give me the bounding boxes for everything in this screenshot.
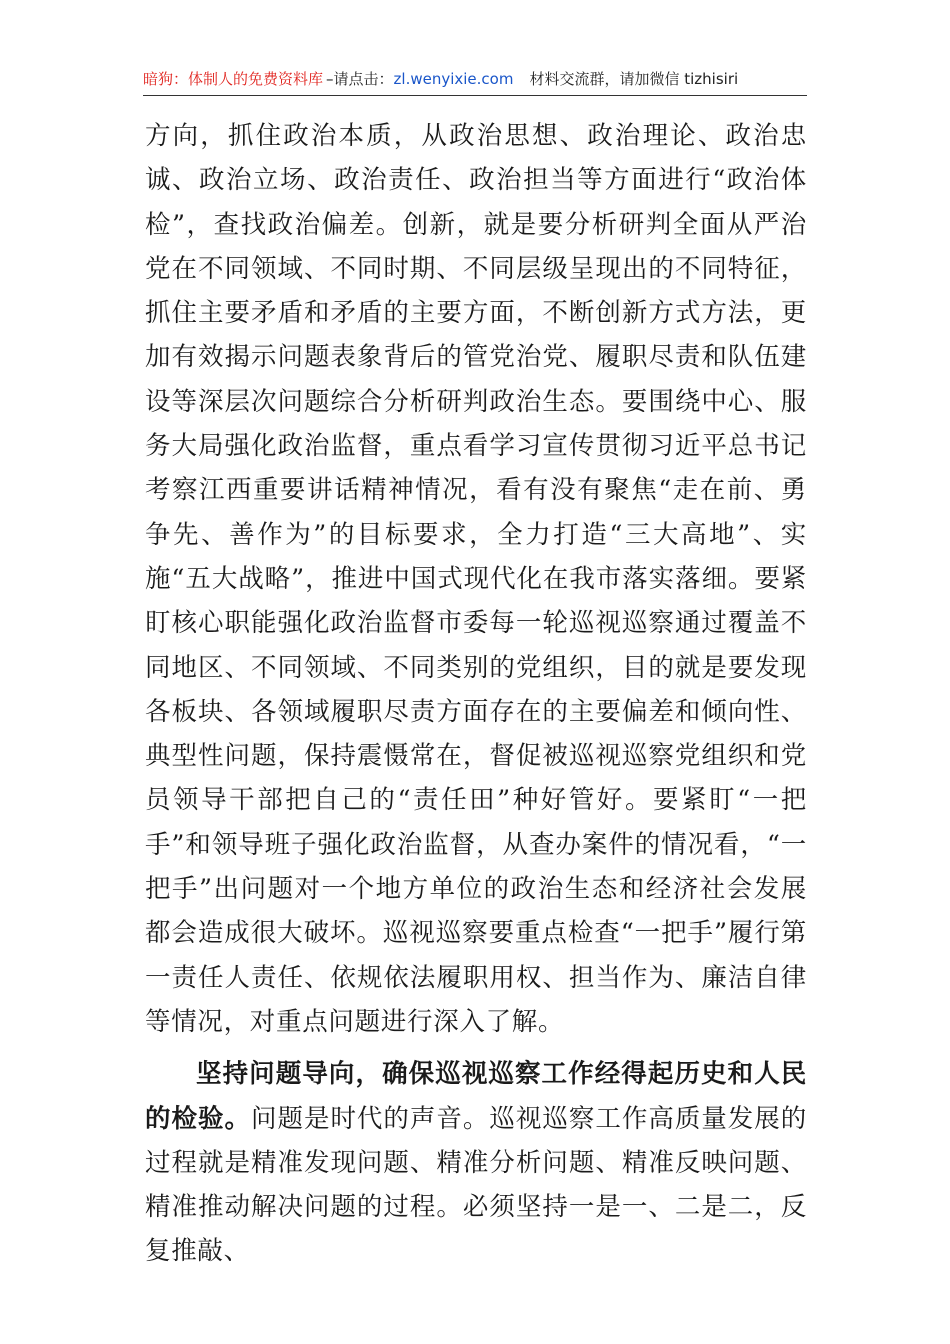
header-wechat-note: 材料交流群，请加微信 tizhisiri [529,70,739,88]
document-body [145,114,807,1274]
paragraph-2-heading: 坚持问题导向，确保巡视巡察工作经得起历史和人民的检验。 [145,1059,807,1134]
header-brand: 暗狗：体制人的免费资料库 [143,70,324,88]
header-link[interactable]: zl.wenyixie.com [393,69,514,88]
header-prompt: –请点击： [326,70,394,88]
paragraph-1: 方向，抓住政治本质，从政治思想、政治理论、政治忠诚、政治立场、政治责任、政治担当等方面进行“政治体检”，查找政治偏差。创新，就是要分析研判全面从严治党在不同领域、不同时期、不同层级呈现出的不同特征，抓住主要矛盾和矛盾的主要方面，不断创新方式方法，更加有效揭示问题表象背后的管党治党、履职尽责和队伍建设等深层次问题综合分析研判政治生态。要围绕中心、服务大局强化政治监督，重点看学习宣传贯彻习近平总书记考察江西重要讲话精神情况，看有没有聚焦“走在前、勇争先、善作为”的目标要求，全力打造“三大高地”、实施“五大战略”，推进中国式现代化在我市落实落细。要紧盯核心职能强化政治监督市委每一轮巡视巡察通过覆盖不同地区、不同领域、不同类别的党组织，目的就是要发现各板块、各领域履职尽责方面存在的主要偏差和倾向性、典型性问题，保持震慑常在，督促被巡视巡察党组织和党员领导干部把自己的“责任田”种好管好。要紧盯“一把手”和领导班子强化政治监督，从查办案件的情况看，“一把手”出问题对一个地方单位的政治生态和经济社会发展都会造成很大破坏。巡视巡察要重点检查“一把手”履行第一责任人责任、依规依法履职用权、担当作为、廉洁自律等情况，对重点问题进行深入了解。 [145,121,807,1037]
paragraph-2 [145,1052,807,1273]
page-header [143,62,807,96]
paragraph-2-text: 问题是时代的声音。巡视巡察工作高质量发展的过程就是精准发现问题、精准分析问题、精准反映问题、精准推动解决问题的过程。必须坚持一是一、二是二，反复推敲、 [145,1103,807,1267]
